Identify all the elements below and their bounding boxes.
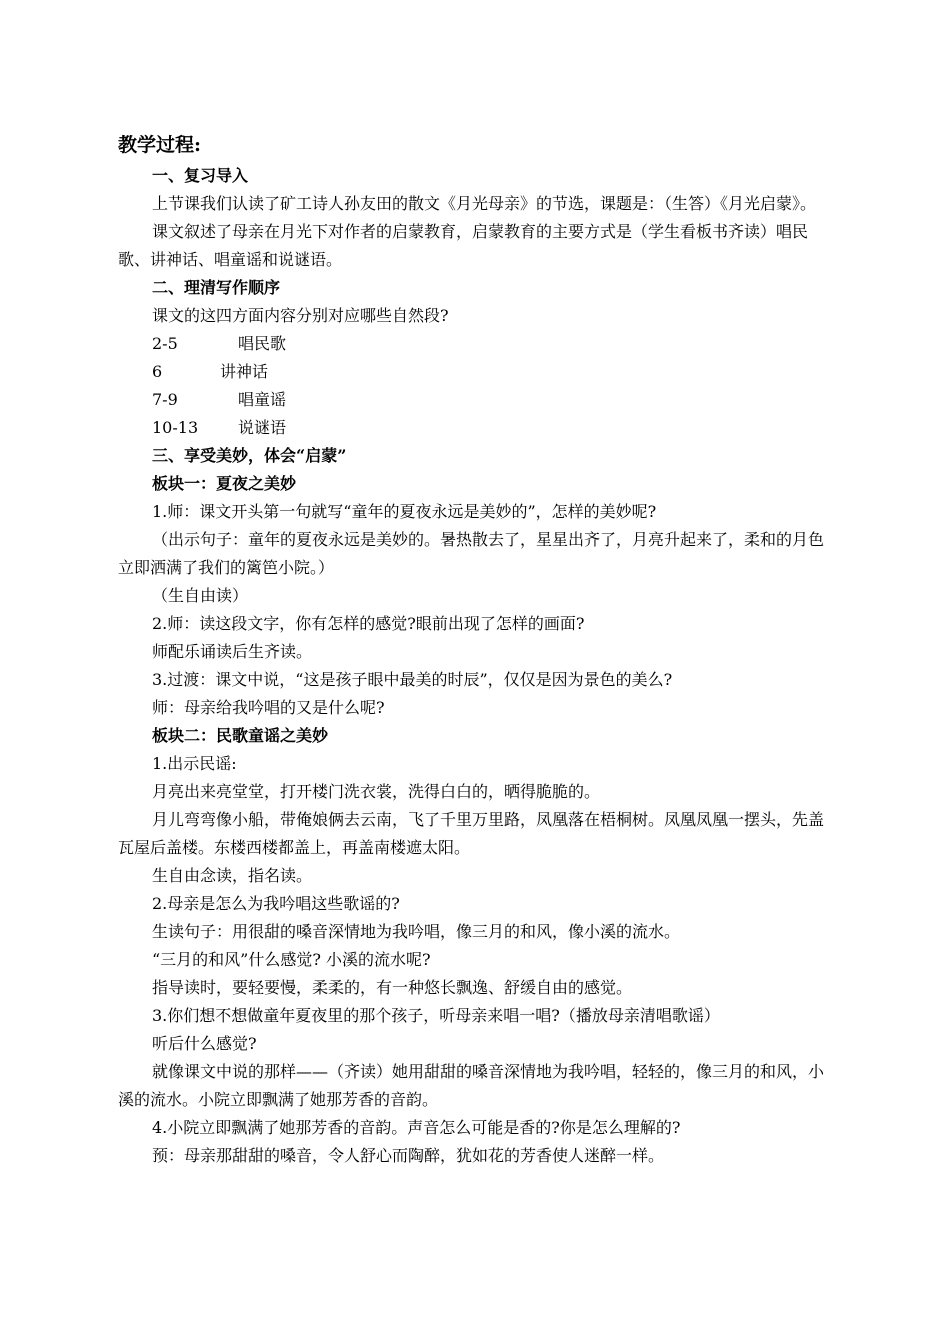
page-title: 教学过程:	[118, 134, 202, 156]
paragraph: （生自由读）	[152, 586, 249, 605]
paragraph: 听后什么感觉?	[152, 1034, 257, 1053]
section-heading-3: 三、享受美妙，体会“启蒙”	[152, 446, 347, 465]
block-heading-2: 板块二：民歌童谣之美妙	[152, 726, 329, 745]
paragraph-range: 2-5	[152, 334, 178, 353]
paragraph: 生读句子：用很甜的嗓音深情地为我吟唱，像三月的和风，像小溪的流水。	[152, 922, 681, 941]
paragraph: 上节课我们认读了矿工诗人孙友田的散文《月光母亲》的节选，课题是：（生答）《月光启蒙》。	[152, 194, 817, 213]
paragraph: 2.母亲是怎么为我吟唱这些歌谣的?	[152, 894, 400, 913]
block-heading-1: 板块一：夏夜之美妙	[152, 474, 297, 493]
section-mapping-row	[118, 414, 838, 442]
paragraph: 月儿弯弯像小船，带俺娘俩去云南，飞了千里万里路，凤凰落在梧桐树。凤凰凤凰一摆头，先盖瓦屋后盖楼。东楼西楼都盖上，再盖南楼遮太阳。	[118, 810, 825, 857]
paragraph-range: 10-13	[152, 418, 199, 437]
content-label: 唱民歌	[238, 334, 287, 353]
paragraph: 课文的这四方面内容分别对应哪些自然段?	[152, 306, 449, 325]
document-body	[118, 130, 838, 1170]
section-mapping-row	[118, 386, 838, 414]
paragraph-range: 7-9	[152, 390, 178, 409]
paragraph: 3.过渡：课文中说，“这是孩子眼中最美的时辰”，仅仅是因为景色的美么?	[152, 670, 673, 689]
section-heading-2: 二、理清写作顺序	[152, 278, 281, 297]
section-mapping-row	[118, 330, 838, 358]
content-label: 唱童谣	[238, 390, 287, 409]
section-heading-1: 一、复习导入	[152, 166, 249, 185]
paragraph: 1.师：课文开头第一句就写“童年的夏夜永远是美妙的”，怎样的美妙呢?	[152, 502, 657, 521]
paragraph: 预：母亲那甜甜的嗓音，令人舒心而陶醉，犹如花的芳香使人迷醉一样。	[152, 1146, 665, 1165]
paragraph: “三月的和风”什么感觉? 小溪的流水呢?	[152, 950, 431, 969]
content-label: 讲神话	[220, 362, 269, 381]
paragraph: 3.你们想不想做童年夏夜里的那个孩子，听母亲来唱一唱?（播放母亲清唱歌谣）	[152, 1006, 720, 1025]
paragraph: （出示句子：童年的夏夜永远是美妙的。暑热散去了，星星出齐了，月亮升起来了，柔和的月色立即洒满了我们的篱笆小院。）	[118, 530, 825, 577]
paragraph: 生自由念读，指名读。	[152, 866, 313, 885]
content-label: 说谜语	[238, 418, 287, 437]
paragraph: 4.小院立即飘满了她那芳香的音韵。声音怎么可能是香的?你是怎么理解的?	[152, 1118, 681, 1137]
paragraph: 课文叙述了母亲在月光下对作者的启蒙教育，启蒙教育的主要方式是（学生看板书齐读）唱民歌、讲神话、唱童谣和说谜语。	[118, 222, 809, 269]
paragraph: 2.师：读这段文字，你有怎样的感觉?眼前出现了怎样的画面?	[152, 614, 585, 633]
paragraph: 师：母亲给我吟唱的又是什么呢?	[152, 698, 385, 717]
paragraph: 指导读时，要轻要慢，柔柔的，有一种悠长飘逸、舒缓自由的感觉。	[152, 978, 633, 997]
paragraph: 师配乐诵读后生齐读。	[152, 642, 313, 661]
paragraph: 就像课文中说的那样——（齐读）她用甜甜的嗓音深情地为我吟唱，轻轻的，像三月的和风，小溪的流水。小院立即飘满了她那芳香的音韵。	[118, 1062, 825, 1109]
paragraph: 月亮出来亮堂堂，打开楼门洗衣裳，洗得白白的，晒得脆脆的。	[152, 782, 601, 801]
section-mapping-row	[118, 358, 838, 386]
paragraph: 1.出示民谣:	[152, 754, 237, 773]
paragraph-range: 6	[152, 362, 163, 381]
